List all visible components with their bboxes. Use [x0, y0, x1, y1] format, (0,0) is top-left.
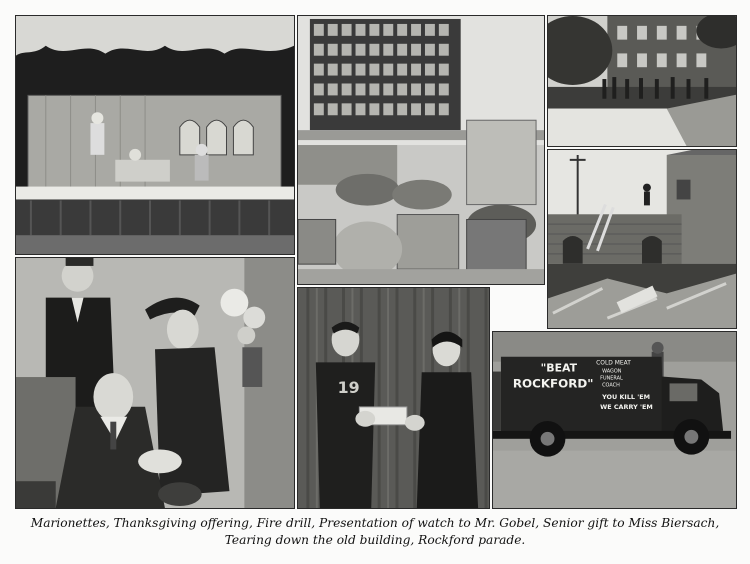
sweater-letters: 19 [337, 378, 360, 398]
truck-sign-small1: COLD MEAT [596, 359, 631, 367]
photo-fire-drill [547, 15, 737, 147]
photo-watch-presentation [15, 257, 295, 509]
truck-slogan-line2: WE CARRY 'EM [600, 403, 653, 412]
truck-slogan-line1: YOU KILL 'EM [602, 393, 651, 402]
truck-sign-small4: COACH [602, 382, 620, 389]
photo-thanksgiving-offering [297, 15, 545, 285]
photo-senior-gift [297, 287, 490, 509]
photo-marionettes [15, 15, 295, 255]
photo-caption [20, 515, 730, 549]
photo-rockford-parade [492, 331, 737, 509]
truck-sign-line1: "BEAT [540, 361, 578, 375]
truck-sign-line2: ROCKFORD" [512, 376, 594, 391]
caption-line-2: Tearing down the old building, Rockford parade. [224, 533, 526, 547]
truck-sign-small3: FUNERAL [600, 375, 623, 382]
caption-line-1: Marionettes, Thanksgiving offering, Fire drill, Presentation of watch to Mr. Gobel, Senior gift to Miss Biersach, [30, 516, 720, 530]
truck-sign-small2: WAGON [602, 368, 622, 375]
photo-tearing-down-building [547, 149, 737, 329]
